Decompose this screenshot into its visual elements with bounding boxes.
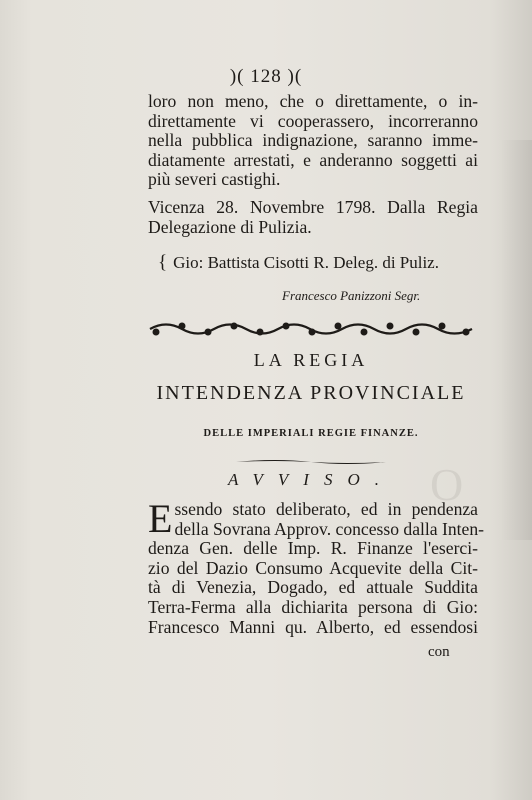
signature-text: Gio: Battista Cisotti R. Deleg. di Puliz. bbox=[173, 253, 439, 272]
text-line: nella pubblica indignazione, saranno imme- bbox=[148, 130, 478, 151]
notice-title: AVVISO. bbox=[228, 470, 394, 489]
text-line: Vicenza 28. Novembre 1798. Dalla Regia bbox=[148, 197, 478, 217]
text-line: zio del Dazio Consumo Acquevite della Cit- bbox=[148, 557, 478, 578]
paragraph-2 bbox=[148, 198, 478, 237]
show-through-shadow bbox=[500, 140, 532, 540]
text-line: Delegazione di Pulizia. bbox=[148, 216, 312, 237]
ornamental-border bbox=[146, 318, 476, 340]
text-line: diatamente arrestati, e anderanno soggetti ai bbox=[148, 149, 478, 170]
text-line: direttamente vi cooperassero, incorreranno bbox=[148, 110, 478, 131]
text-line: ssendo stato deliberato, ed in pendenza bbox=[174, 499, 478, 519]
text-line: della Sovrana Approv. concesso dalla Inten- bbox=[174, 518, 485, 539]
page-number: )( 128 )( bbox=[229, 66, 303, 87]
catchword: con bbox=[428, 644, 450, 660]
drop-cap: E bbox=[148, 496, 173, 541]
text-line: loro non meno, che o direttamente, o in- bbox=[148, 91, 478, 111]
paragraph-1 bbox=[148, 92, 478, 190]
paragraph-3 bbox=[148, 496, 485, 637]
secretary-signature: Francesco Panizzoni Segr. bbox=[282, 288, 421, 303]
decorative-rule bbox=[236, 458, 386, 466]
text-line: più severi castighi. bbox=[148, 169, 281, 190]
show-through-letter: O bbox=[430, 459, 464, 510]
brace-glyph: { bbox=[158, 252, 168, 273]
text-line: Terra-Ferma alla dichiarita persona di Gio: bbox=[148, 596, 478, 617]
heading-la-regia: LA REGIA bbox=[253, 350, 369, 370]
text-line: denza Gen. delle Imp. R. Finanze l'eserci- bbox=[148, 538, 478, 559]
text-line: Francesco Manni qu. Alberto, ed essendosi bbox=[148, 616, 478, 637]
heading-intendenza: INTENDENZA PROVINCIALE bbox=[156, 382, 466, 404]
signature-line bbox=[158, 252, 439, 274]
text-line: tà di Venezia, Dogado, ed attuale Suddita bbox=[148, 577, 478, 598]
heading-finanze: DELLE IMPERIALI REGIE FINANZE. bbox=[203, 428, 419, 439]
